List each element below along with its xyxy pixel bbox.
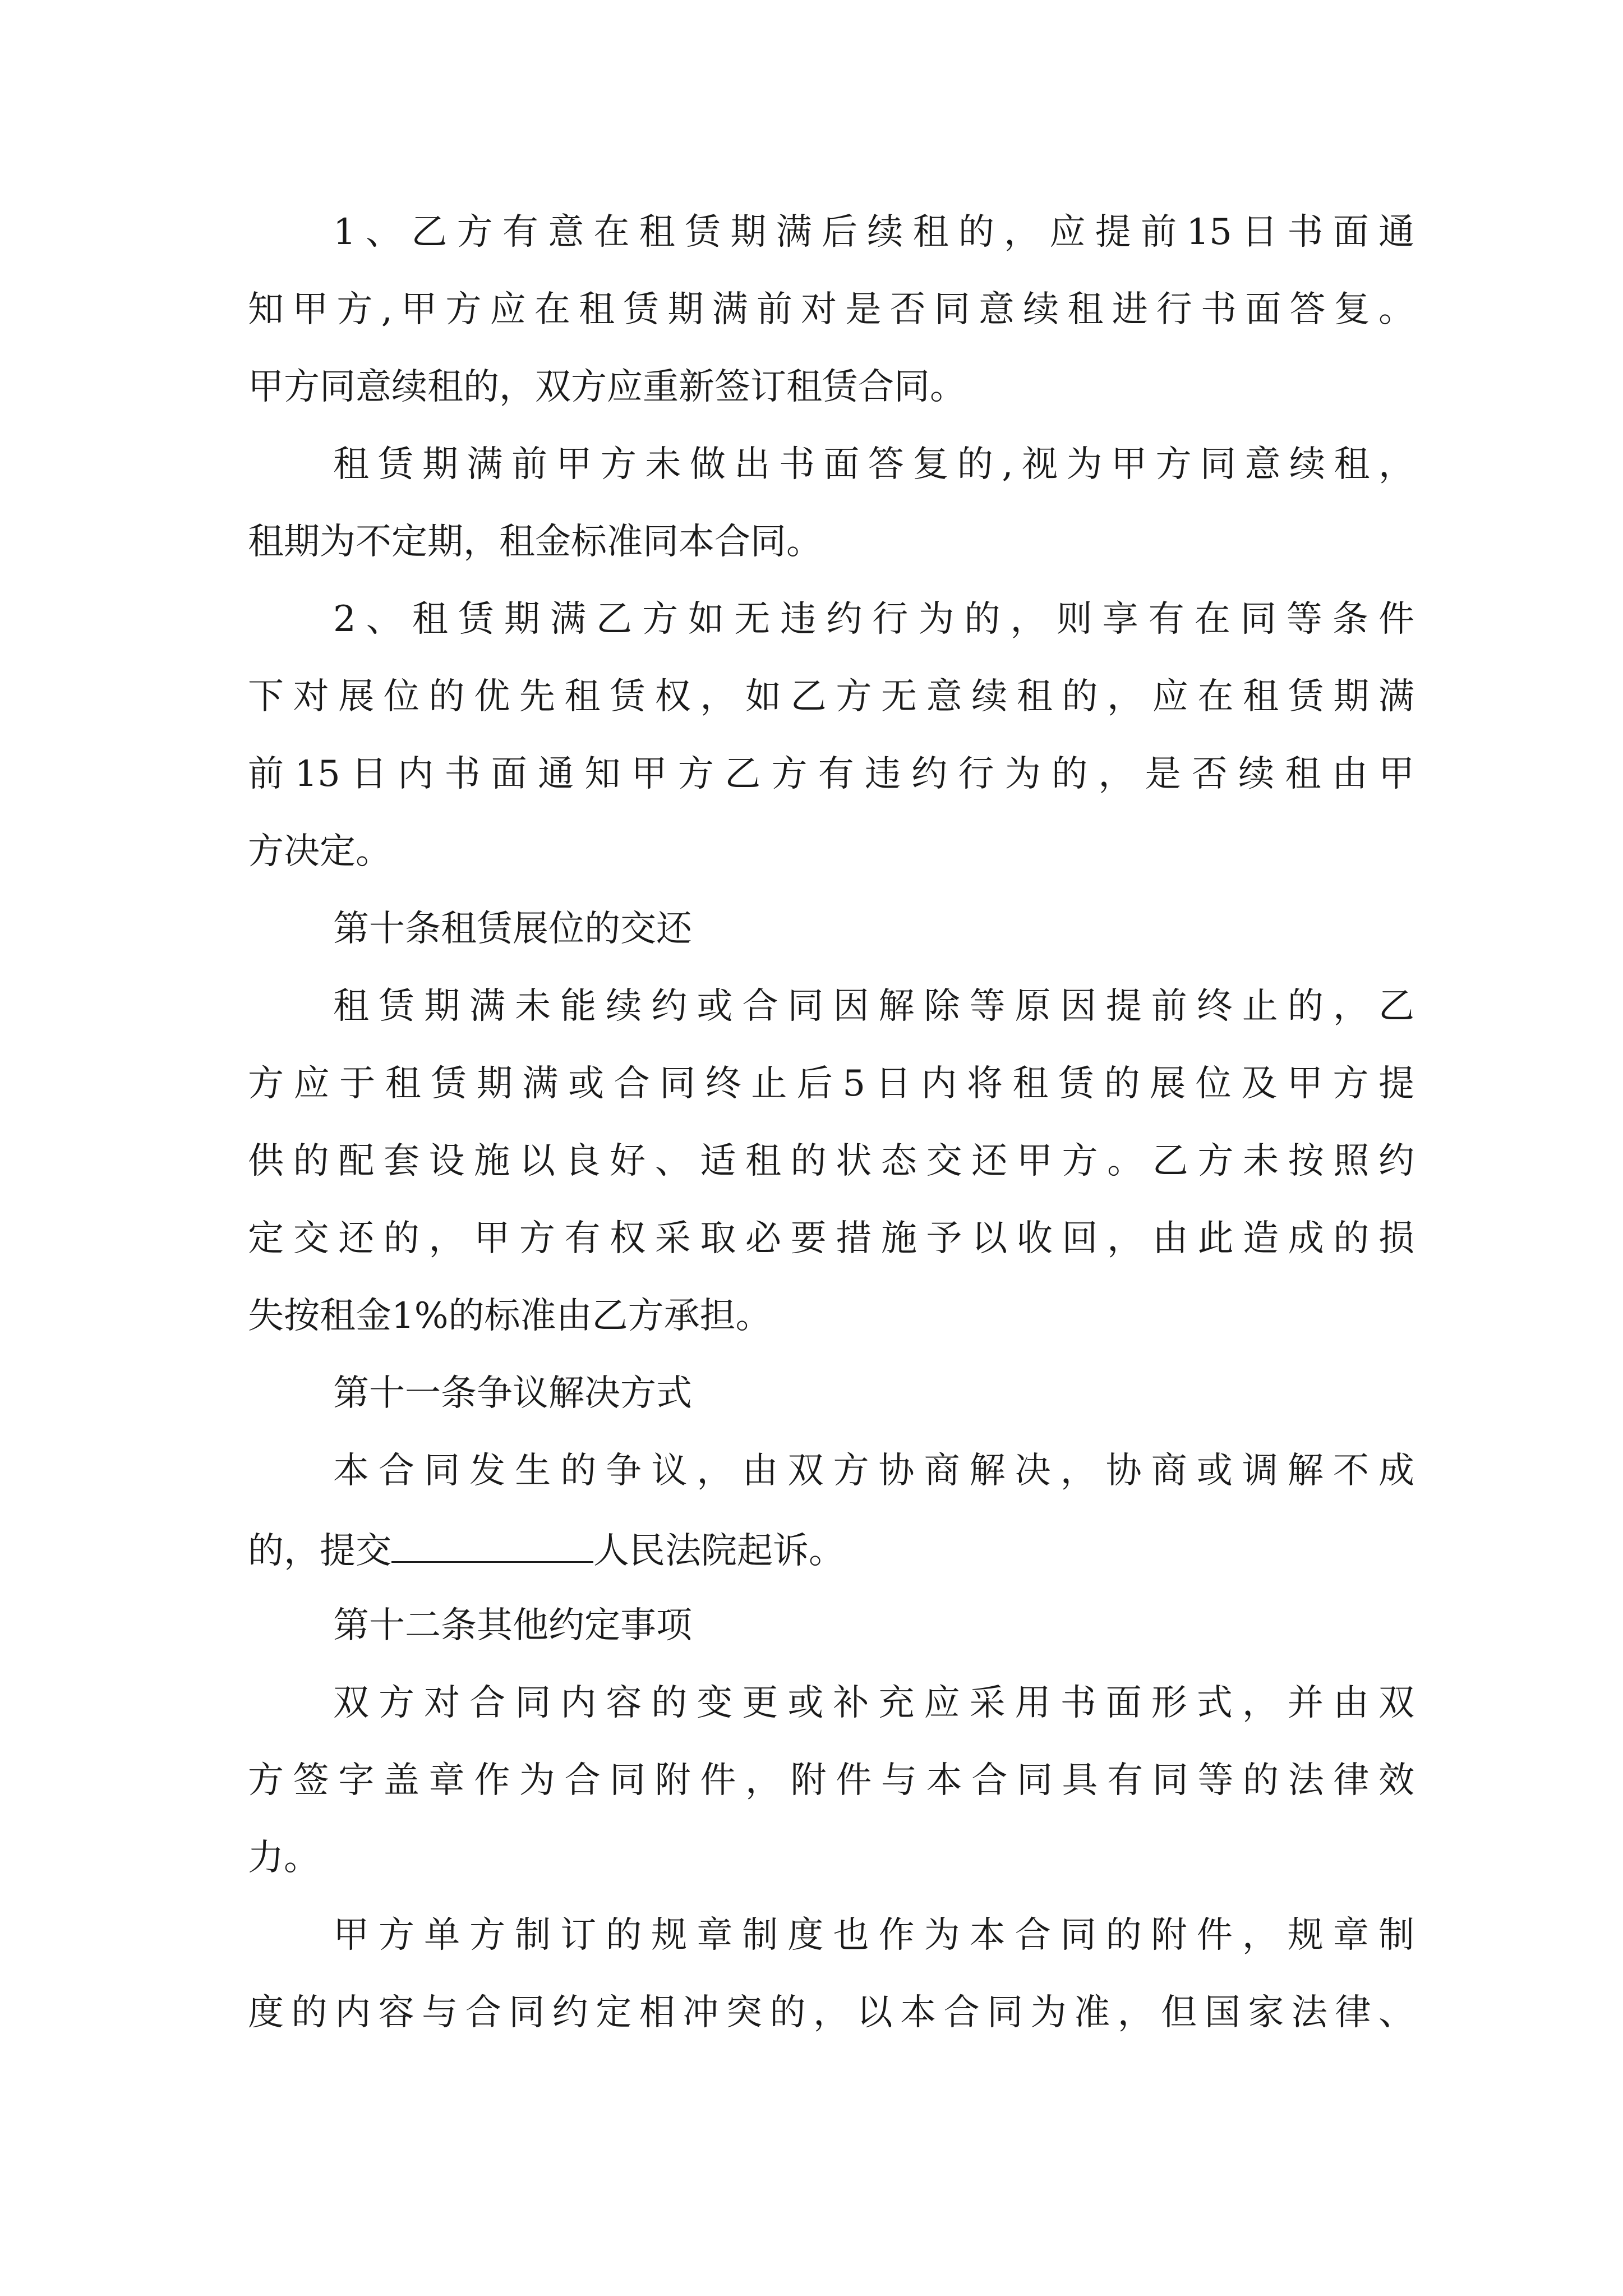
- paragraph-renewal-notice: [248, 210, 1414, 409]
- text-line: 双方对合同内容的变更或补充应采用书面形式，并由双: [333, 1682, 1414, 1724]
- paragraph-amendments: [248, 1681, 1414, 1880]
- text-line: 租期为不定期，租金标准同本合同。: [248, 521, 822, 563]
- paragraph-return-booth: [248, 984, 1414, 1338]
- text-line: 力。: [248, 1837, 320, 1879]
- text-line: 方签字盖章作为合同附件，附件与本合同具有同等的法律效: [248, 1760, 1414, 1801]
- text-line: 租赁期满前甲方未做出书面答复的,视为甲方同意续租，: [333, 444, 1414, 485]
- fill-in-blank: [391, 1526, 593, 1563]
- paragraph-rules: [248, 1913, 1414, 2035]
- section-heading-article-12: 第十二条其他约定事项: [333, 1605, 692, 1646]
- text-line-with-blank: [248, 1526, 1414, 1570]
- text-line: 定交还的，甲方有权采取必要措施予以收回，由此造成的损: [248, 1218, 1414, 1259]
- text-line: 租赁期满未能续约或合同因解除等原因提前终止的，乙: [333, 986, 1414, 1027]
- section-heading-article-10: 第十条租赁展位的交还: [333, 908, 692, 950]
- paragraph-priority-lease: [248, 597, 1414, 873]
- text-line: 甲方同意续租的，双方应重新签订租赁合同。: [248, 366, 966, 408]
- text-fragment: 的，提交: [248, 1530, 391, 1572]
- text-line: 1、乙方有意在租赁期满后续租的，应提前15日书面通: [333, 211, 1414, 253]
- text-fragment: 人民法院起诉。: [593, 1530, 845, 1572]
- text-line: 方应于租赁期满或合同终止后5日内将租赁的展位及甲方提: [248, 1063, 1414, 1105]
- text-line: 本合同发生的争议，由双方协商解决，协商或调解不成: [333, 1450, 1414, 1492]
- text-line: 度的内容与合同约定相冲突的，以本合同为准，但国家法律、: [248, 1992, 1414, 2033]
- text-line: 失按租金1%的标准由乙方承担。: [248, 1295, 772, 1337]
- text-line: 方决定。: [248, 831, 391, 872]
- text-line: 甲方单方制订的规章制度也作为本合同的附件，规章制: [333, 1915, 1414, 1956]
- text-line: 供的配套设施以良好、适租的状态交还甲方。乙方未按照约: [248, 1140, 1414, 1182]
- text-line: 知甲方,甲方应在租赁期满前对是否同意续租进行书面答复。: [248, 289, 1414, 330]
- document-body: [248, 210, 1414, 2068]
- paragraph-no-reply: [248, 443, 1414, 564]
- paragraph-dispute: [248, 1449, 1414, 1570]
- text-line: 2、租赁期满乙方如无违约行为的，则享有在同等条件: [333, 599, 1414, 640]
- text-line: 前15日内书面通知甲方乙方有违约行为的，是否续租由甲: [248, 753, 1414, 795]
- section-heading-article-11: 第十一条争议解决方式: [333, 1373, 692, 1414]
- text-line: 下对展位的优先租赁权，如乙方无意续租的，应在租赁期满: [248, 676, 1414, 717]
